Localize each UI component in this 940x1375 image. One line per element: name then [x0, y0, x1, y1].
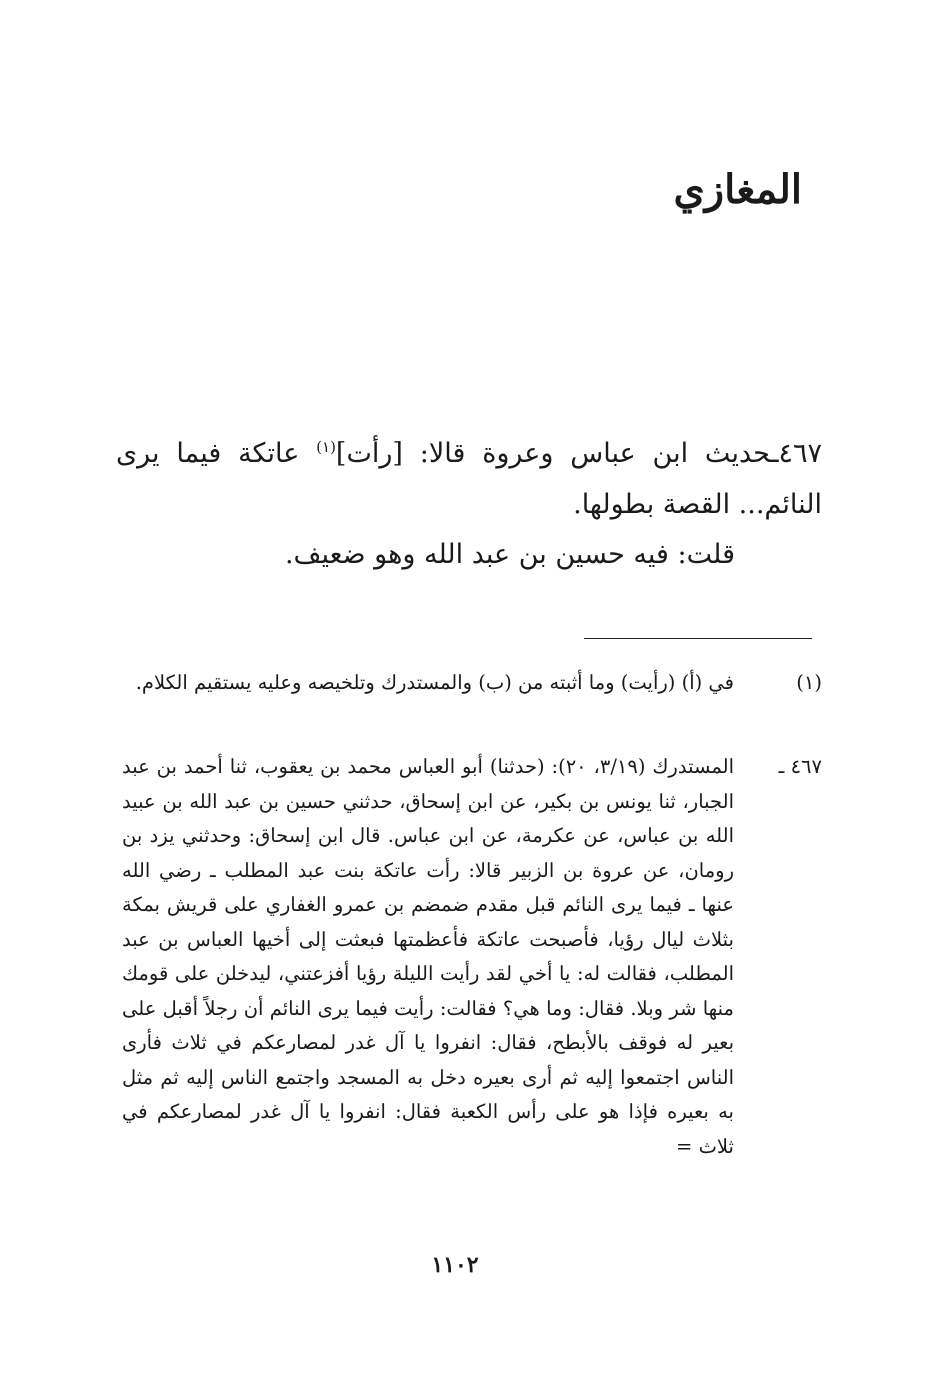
footnote-text: في (أ) (رأيت) وما أثبته من (ب) والمستدرك وتلخيصه وعليه يستقيم الكلام.: [135, 671, 734, 694]
hadith-text-start: حديث ابن عباس وعروة قالا:: [402, 438, 771, 469]
hadith-number: ٤٦٧: [778, 438, 822, 469]
hadith-dash: ـ: [770, 438, 779, 469]
hadith-bracket-word: [رأت]: [335, 438, 403, 469]
footnote-marker: ٤٦٧ ـ: [778, 755, 822, 778]
author-comment: قلت: فيه حسين بن عبد الله وهو ضعيف.: [284, 539, 735, 570]
hadith-text-end: عاتكة فيما يرى النائم... القصة بطولها.: [116, 438, 822, 520]
chapter-title: المغازي: [673, 166, 802, 213]
footnote-reference: (١): [316, 438, 336, 456]
footnote-divider: [584, 638, 812, 639]
footnote-marker: (١): [796, 671, 822, 694]
footnote-source-467: [122, 750, 822, 1164]
footnote-1: [122, 666, 822, 701]
footnote-text: المستدرك (٣/١٩، ٢٠): (حدثنا) أبو العباس محمد بن يعقوب، ثنا أحمد بن عبد الجبار، ثنا يونس بن بكير، عن ابن إسحاق، حدثني حسين بن عبد الله بن عبيد الله بن عباس، عن عكرمة، عن ابن عباس. قال ابن إسحاق: وحدثني يزد بن رومان، عن عروة بن الزبير قالا: رأت عاتكة بنت عبد المطلب ـ رضي الله عنها ـ فيما يرى النائم قبل مقدم ضمضم بن عمرو الغفاري على قريش بمكة بثلاث ليال رؤيا، فأصبحت عاتكة فأعظمتها فبعثت إلى أخيها العباس بن عبد المطلب، فقالت له: يا أخي لقد رأيت الليلة رؤيا أفزعتني، ليدخلن على قومك منها شر وبلا. فقال: وما هي؟ فقالت: رأيت فيما يرى النائم أن رجلاً أقبل على بعير له فوقف بالأبطح، فقال: انفروا يا آل غدر لمصارعكم في ثلاث فأرى الناس اجتمعوا إليه ثم أرى بعيره دخل به المسجد واجتمع الناس إليه ثم مثل به بعيره فإذا هو على رأس الكعبة فقال: انفروا يا آل غدر لمصارعكم في ثلاث =: [122, 755, 734, 1158]
page-number: ١١٠٢: [431, 1252, 479, 1278]
hadith-entry: [116, 422, 822, 530]
